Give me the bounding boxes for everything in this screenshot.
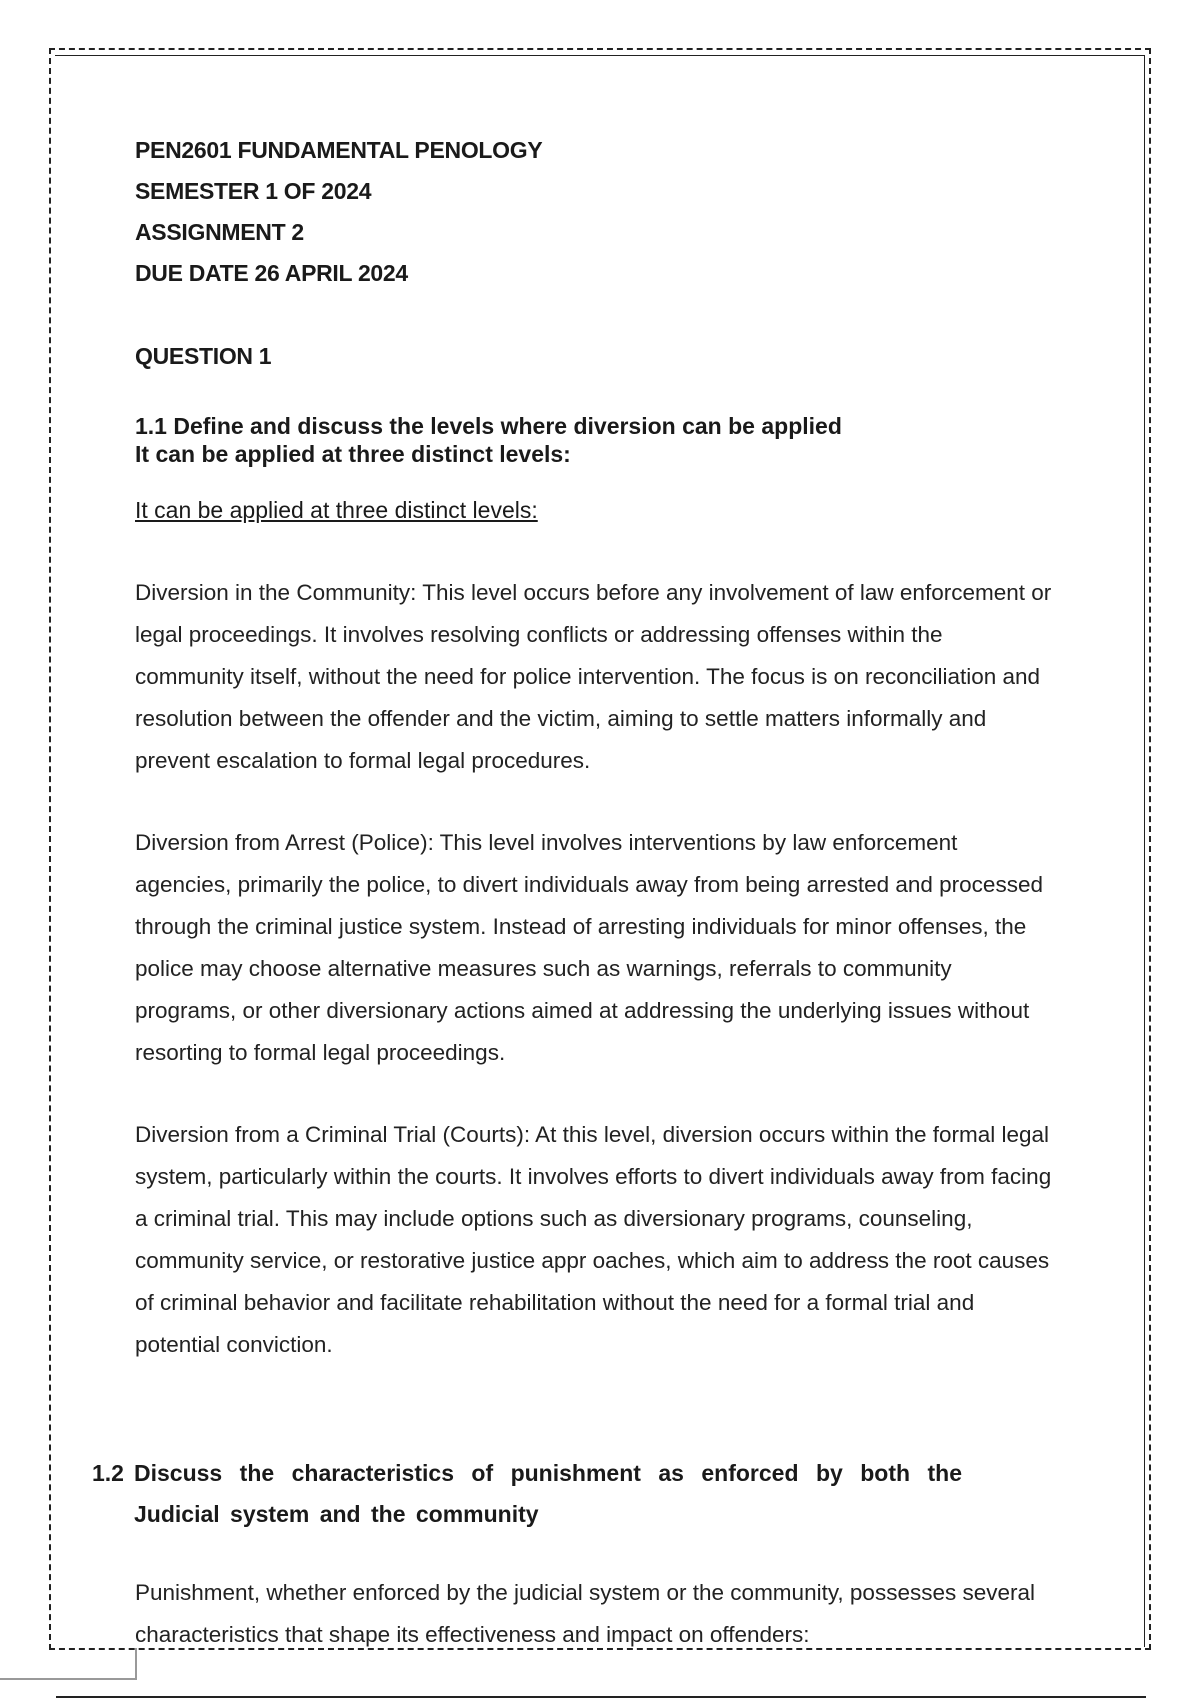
question-1-title: QUESTION 1 [135,343,272,369]
paragraph-punishment: Punishment, whether enforced by the judicial system or the community, possesses several characteristics that shape its effectiveness and impact on offenders: [135,1580,1035,1647]
corner-mark [0,1648,137,1680]
question-1-2-heading [92,1453,962,1535]
assignment-label: ASSIGNMENT 2 [135,219,304,245]
bottom-rule [56,1696,1146,1698]
paragraph-trial: Diversion from a Criminal Trial (Courts): At this level, diversion occurs within the formal legal system, particularly within the courts. It involves efforts to divert individuals away from facing a criminal trial. This may include options such as diversionary programs, counseling, community service, or restorative justice appr oaches, which aim to address the root causes of criminal behavior and facilitate rehabilitation without the need for a formal trial and potential conviction. [135,1122,1052,1357]
due-date-label: DUE DATE 26 APRIL 2024 [135,260,408,286]
question-1-1-heading [135,412,1045,468]
semester-label: SEMESTER 1 OF 2024 [135,178,372,204]
paragraph-arrest: Diversion from Arrest (Police): This level involves interventions by law enforcement agencies, primarily the police, to divert individuals away from being arrested and processed through the criminal justice system. Instead of arresting individuals for minor offenses, the police may choose alternative measures such as warnings, referrals to community programs, or other diversionary actions aimed at addressing the underlying issues without resorting to formal legal proceedings. [135,830,1043,1065]
question-1-2-text: Discuss the characteristics of punishment as enforced by both the Judicial system and the community [134,1460,962,1527]
levels-subheading: It can be applied at three distinct levels: [135,497,538,523]
question-1-2-number: 1.2 [92,1460,124,1486]
course-title: PEN2601 FUNDAMENTAL PENOLOGY [135,137,543,163]
paragraph-community: Diversion in the Community: This level occurs before any involvement of law enforcement or legal proceedings. It involves resolving conflicts or addressing offenses within the community itself, without the need for police intervention. The focus is on reconciliation and resolution between the offender and the victim, aiming to settle matters informally and prevent escalation to formal legal procedures. [135,580,1052,773]
document-header [135,130,1045,294]
question-1-1-heading-line2: It can be applied at three distinct levels: [135,441,571,467]
question-1-1-heading-line1: 1.1 Define and discuss the levels where diversion can be applied [135,413,842,439]
